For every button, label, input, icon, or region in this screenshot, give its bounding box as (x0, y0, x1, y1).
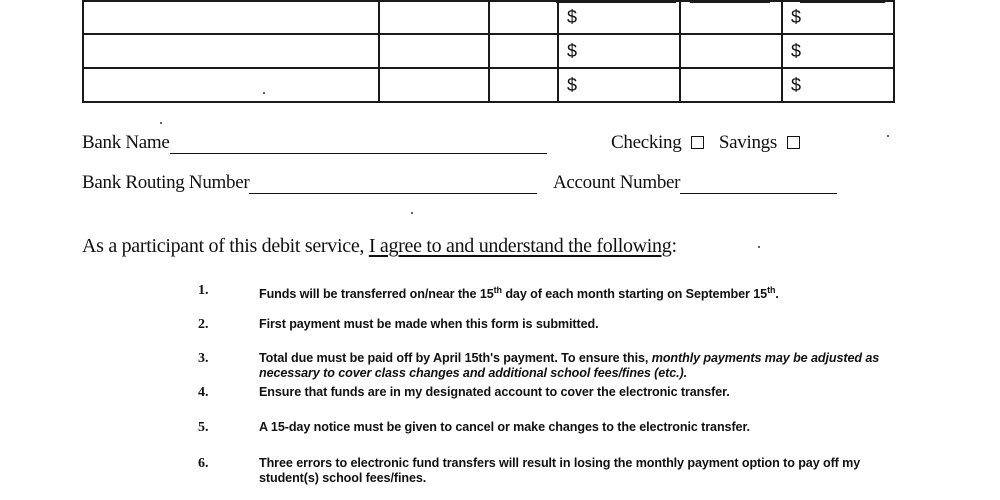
table-cell[interactable] (489, 34, 558, 68)
intro-underlined: I agree to and understand the following (368, 235, 672, 257)
term-sup: th (767, 285, 776, 295)
routing-number-field[interactable] (249, 174, 537, 194)
term-item: A 15-day notice must be given to cancel or make changes to the electronic transfer. (259, 420, 750, 434)
term-number: 5. (198, 420, 209, 435)
term-item: First payment must be made when this form is submitted. (259, 317, 599, 331)
account-number-field[interactable] (680, 174, 837, 194)
term-item: Ensure that funds are in my designated account to cover the electronic transfer. (259, 385, 730, 399)
intro-lead: As a participant of this debit service, (82, 235, 369, 257)
table-cell[interactable] (680, 1, 782, 34)
bank-name-label: Bank Name (82, 132, 170, 153)
scan-speck (263, 92, 265, 94)
term-text: Total due must be paid off by April 15th's payment. To ensure this, (259, 351, 652, 365)
table-cell[interactable]: $ (782, 68, 894, 102)
scan-speck (887, 135, 889, 137)
term-italic-text: monthly payments may be adjusted as necessary to cover class changes and additional school fees/fines (etc.). (259, 351, 880, 380)
table-cell[interactable] (489, 1, 558, 34)
term-text: . (775, 287, 779, 302)
term-number: 3. (198, 351, 209, 366)
table-row (83, 1, 894, 34)
table-cell[interactable] (379, 1, 489, 34)
table-cell[interactable] (680, 34, 782, 68)
table-cell[interactable]: $ (558, 34, 680, 68)
term-number: 6. (198, 456, 209, 471)
term-item (259, 283, 899, 302)
term-text: Funds will be transferred on/near the 15 (259, 287, 494, 302)
table-cell[interactable] (489, 68, 558, 102)
table-cell[interactable]: $ (558, 68, 680, 102)
term-item: Three errors to electronic fund transfers will result in losing the monthly payment option to pay off my student(s) school fees/fines. (259, 456, 861, 485)
table-cell[interactable] (83, 34, 379, 68)
term-sup: th (493, 285, 502, 295)
routing-number-label: Bank Routing Number (82, 172, 250, 193)
bank-name-field[interactable] (170, 134, 547, 154)
account-row (553, 172, 837, 194)
checking-checkbox[interactable] (691, 136, 704, 149)
scan-speck (411, 212, 413, 214)
bank-name-row (82, 132, 547, 154)
table-cell[interactable]: $ (782, 34, 894, 68)
table-cell[interactable] (680, 68, 782, 102)
account-type-row (611, 132, 800, 154)
table-cell[interactable] (83, 68, 379, 102)
checking-label: Checking (611, 132, 682, 153)
term-number: 4. (198, 385, 209, 400)
table-cell[interactable]: $ (558, 1, 680, 34)
term-item (259, 351, 899, 381)
term-text: day of each month starting on September 15 (501, 287, 768, 302)
table-cell[interactable] (379, 34, 489, 68)
scan-speck (758, 246, 760, 248)
savings-label: Savings (718, 132, 777, 153)
term-number: 2. (198, 317, 209, 332)
agreement-intro (82, 235, 677, 258)
savings-checkbox[interactable] (787, 136, 800, 149)
account-number-label: Account Number (553, 172, 681, 193)
table-row (83, 68, 894, 102)
table-row (83, 34, 894, 68)
payment-table (82, 0, 895, 103)
term-number: 1. (198, 283, 209, 298)
table-cell[interactable] (83, 1, 379, 34)
table-cell[interactable] (379, 68, 489, 102)
scan-speck (160, 122, 162, 124)
table-cell[interactable]: $ (782, 1, 894, 34)
routing-row (82, 172, 537, 194)
intro-trail: : (671, 235, 677, 257)
